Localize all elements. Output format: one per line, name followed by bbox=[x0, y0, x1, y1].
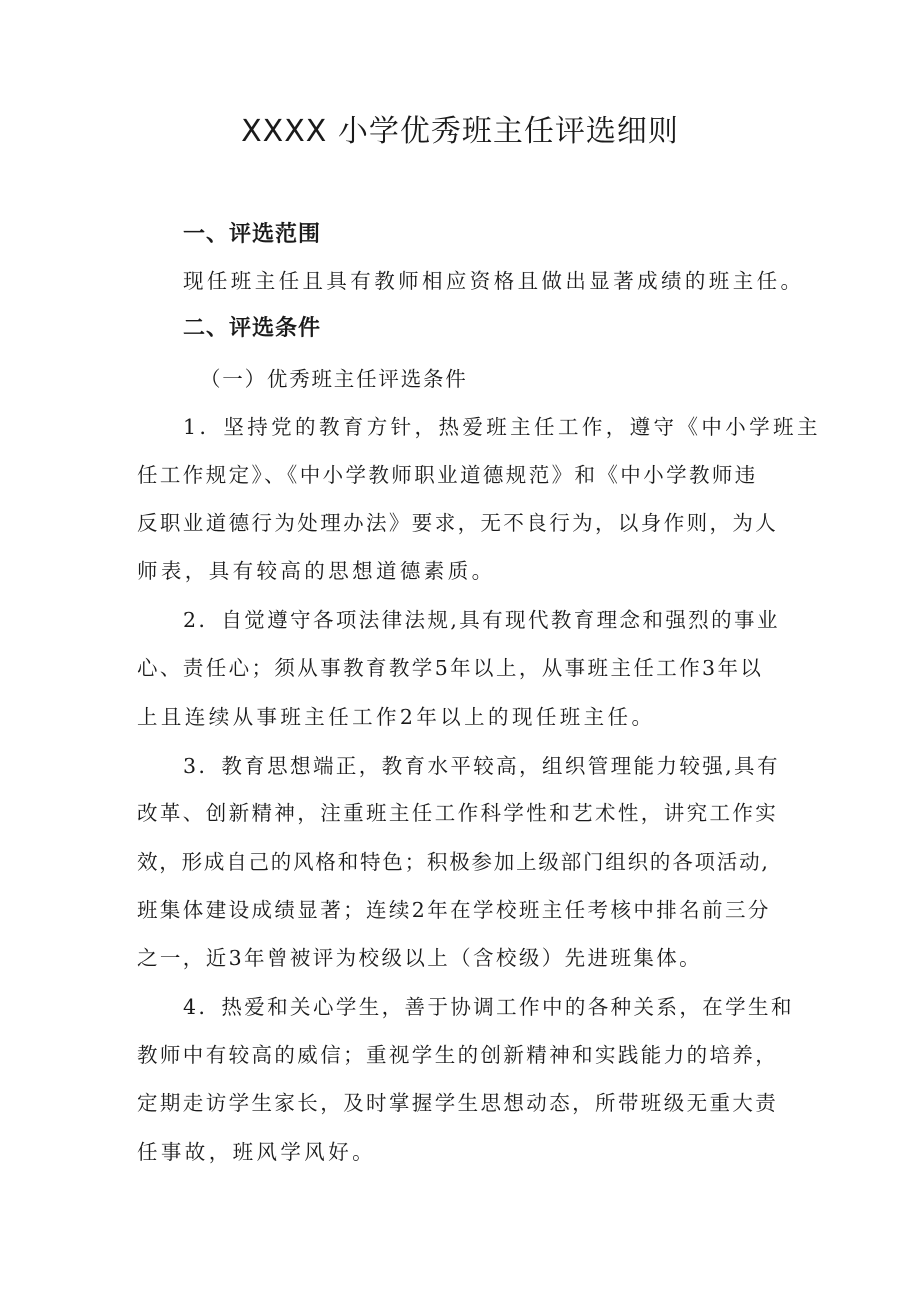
paragraph-line: 4．热爱和关心学生，善于协调工作中的各种关系，在学生和 bbox=[183, 995, 794, 1019]
paragraph-line: 心、责任心；须从事教育教学5年以上，从事班主任工作3年以 bbox=[137, 656, 764, 680]
paragraph-line: 2．自觉遵守各项法律法规,具有现代教育理念和强烈的事业 bbox=[183, 608, 780, 632]
paragraph-line: 任工作规定》、《中小学教师职业道德规范》和《中小学教师违 bbox=[137, 463, 758, 487]
paragraph-line: 班集体建设成绩显著；连续2年在学校班主任考核中排名前三分 bbox=[137, 898, 771, 922]
paragraph-line: 教师中有较高的威信；重视学生的创新精神和实践能力的培养， bbox=[137, 1043, 779, 1067]
paragraph-line: 定期走访学生家长，及时掌握学生思想动态，所带班级无重大责 bbox=[137, 1091, 779, 1115]
paragraph-line: 现任班主任且具有教师相应资格且做出显著成绩的班主任。 bbox=[183, 269, 805, 293]
paragraph-line: 任事故，班风学风好。 bbox=[137, 1140, 376, 1164]
paragraph-line: 改革、创新精神，注重班主任工作科学性和艺术性，讲究工作实 bbox=[137, 801, 779, 825]
paragraph-line: 上且连续从事班主任工作2年以上的现任班主任。 bbox=[137, 705, 656, 729]
subsection-heading: （一）优秀班主任评选条件 bbox=[200, 367, 468, 391]
paragraph-line: 1．坚持党的教育方针，热爱班主任工作，遵守《中小学班主 bbox=[183, 415, 821, 439]
paragraph-line: 效，形成自己的风格和特色；积极参加上级部门组织的各项活动, bbox=[137, 850, 770, 874]
section-heading-scope: 一、评选范围 bbox=[183, 222, 322, 247]
paragraph-line: 之一，近3年曾被评为校级以上（含校级）先进班集体。 bbox=[137, 946, 703, 970]
paragraph-line: 师表，具有较高的思想道德素质。 bbox=[137, 559, 496, 583]
paragraph-line: 反职业道德行为处理办法》要求，无不良行为，以身作则，为人 bbox=[137, 511, 779, 535]
document-title: XXXX 小学优秀班主任评选细则 bbox=[241, 114, 679, 149]
paragraph-line: 3．教育思想端正，教育水平较高，组织管理能力较强,具有 bbox=[183, 754, 780, 778]
section-heading-conditions: 二、评选条件 bbox=[183, 316, 322, 341]
